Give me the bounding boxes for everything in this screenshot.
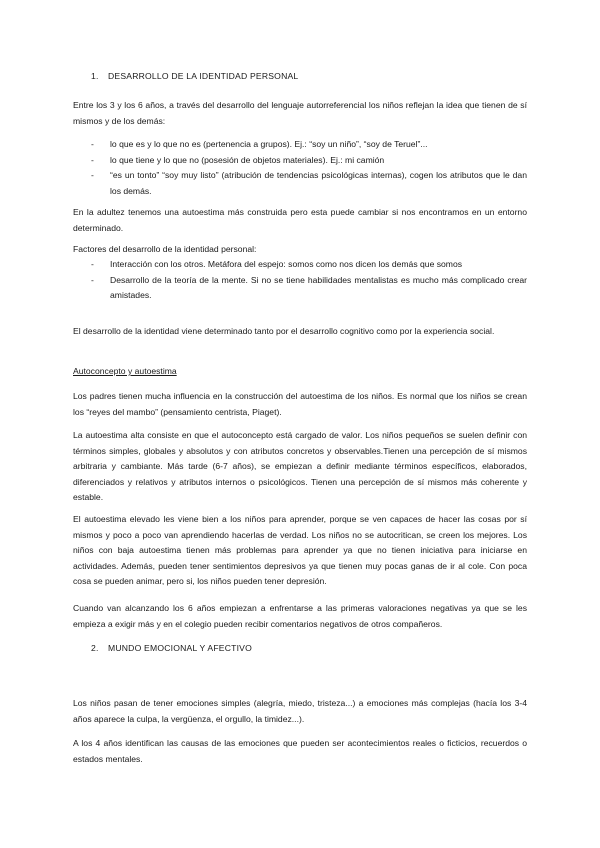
section-2-title: MUNDO EMOCIONAL Y AFECTIVO [108,643,252,653]
self-description-list [73,137,527,199]
list-item: - Interacción con los otros. Metáfora del espejo: somos como nos dicen los demás que somos [91,259,463,269]
list-item-text: Desarrollo de la teoría de la mente. Si no se tiene habilidades mentalistas es mucho más complicado crear amistades. [110,274,527,301]
factores-title: Factores del desarrollo de la identidad personal: [73,244,257,254]
list-item: - Desarrollo de la teoría de la mente. Si no se tiene habilidades mentalistas es mucho más complicado crear amistades. [91,274,527,301]
desarrollo-paragraph: El desarrollo de la identidad viene determinado tanto por el desarrollo cognitivo como por la experiencia social. [73,326,495,336]
list-item: - lo que tiene y lo que no (posesión de objetos materiales). Ej.: mi camión [91,154,385,165]
causas-paragraph: A los 4 años identifican las causas de las emociones que pueden ser acontecimientos reales o ficticios, recuerdos o estados mentales. [73,738,527,764]
list-item-text: lo que tiene y lo que no (posesión de objetos materiales). Ej.: mi camión [110,154,385,165]
section-1-number: 1. [91,71,99,81]
emociones-paragraph: Los niños pasan de tener emociones simples (alegría, miedo, tristeza...) a emociones más complejas (hacía los 3-4 años aparece la culpa, la vergüenza, el orgullo, la timidez...). [73,698,527,724]
padres-paragraph: Los padres tienen mucha influencia en la construcción del autoestima de los niños. Es normal que los niños se crean los “reyes del mambo” (pensamiento centrista, Piaget). [73,391,527,417]
list-item: - lo que es y lo que no es (pertenencia a grupos). Ej.: “soy un niño”, “soy de Teruel”... [91,139,428,149]
adultez-paragraph: En la adultez tenemos una autoestima más construida pero esta puede cambiar si nos encontramos en un entorno determinado. [73,207,527,233]
autoestima-alta-paragraph: La autoestima alta consiste en que el autoconcepto está cargado de valor. Los niños pequeños se suelen definir con términos simples, globales y absolutos y con atributos concretos y observables.Tienen una percepción de sí mismos arbitraria y cambiante. Más tarde (6-7 años), se empiezan a definir mediante términos específicos, elaborados, diferenciados y relativos y atributos internos o psicológicos. Tienen una percepción de sí mismos más coherente y estable. [73,430,527,503]
section-1-heading [91,69,298,85]
identity-intro-paragraph: Entre los 3 y los 6 años, a través del desarrollo del lenguaje autorreferencial los niños reflejan la idea que tienen de sí mismos y de los demás: [73,100,527,126]
autoestima-elevado-paragraph: El autoestima elevado les viene bien a los niños para aprender, porque se ven capaces de hacer las cosas por sí mismos y poco a poco van aprendiendo hacerlas de verdad. Los niños no se autocritican, se creen los mejores. Los niños con baja autoestima tienen más problemas para aprender ya que no tienen iniciativa para iniciarse en actividades. Además, pueden tener sentimientos depresivos ya que tienen muy pocas ganas de ir al cole. Con poca cosa se pueden animar, pero si, los niños pueden tener depresión. [73,514,527,587]
list-item-text: lo que es y lo que no es (pertenencia a grupos). Ej.: “soy un niño”, “soy de Teruel”... [110,139,428,149]
cuando-paragraph: Cuando van alcanzando los 6 años empiezan a enfrentarse a las primeras valoraciones negativas ya que se les empieza a exigir más y en el colegio pueden recibir comentarios negativos de otros compañeros. [73,603,527,629]
factores-list [73,257,527,304]
section-2-number: 2. [91,643,99,653]
section-2-heading [91,641,252,657]
list-item-text: Interacción con los otros. Metáfora del espejo: somos como nos dicen los demás que somos [110,259,463,269]
section-1-title: DESARROLLO DE LA IDENTIDAD PERSONAL [108,71,299,81]
autoconcepto-subheading: Autoconcepto y autoestima [73,366,177,376]
list-item-text: “es un tonto” “soy muy listo” (atribución de tendencias psicológicas internas), cogen los atributos que le dan los demás. [110,170,527,196]
list-item: - “es un tonto” “soy muy listo” (atribución de tendencias psicológicas internas), cogen los atributos que le dan los demás. [91,170,527,196]
